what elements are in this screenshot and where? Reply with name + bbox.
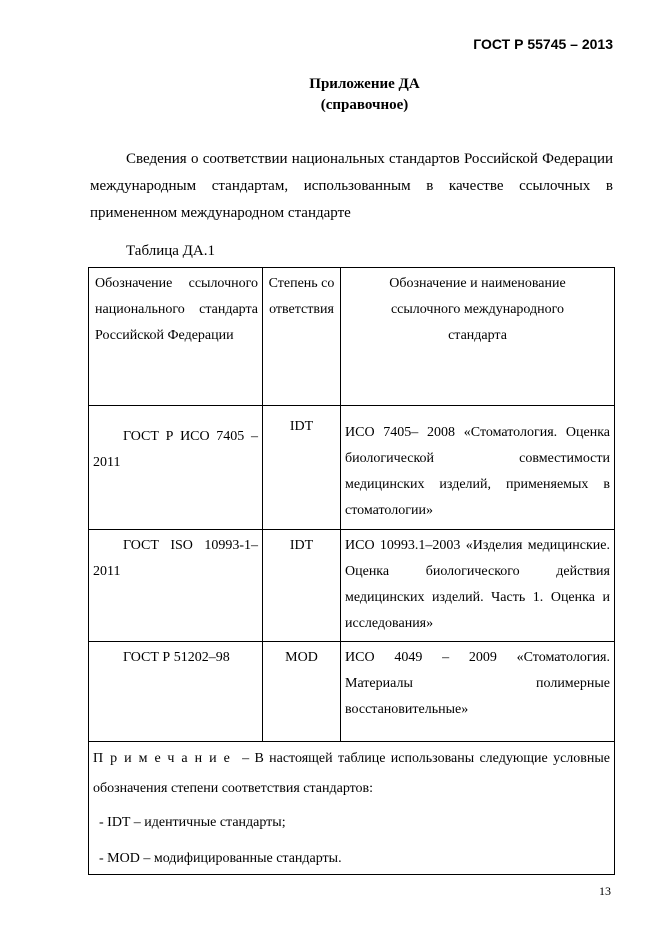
header-national-standard: Обозначение ссылочного национального стандарта Российской Федерации <box>89 268 263 406</box>
header-international-standard: Обозначение и наименование ссылочного международного стандарта <box>341 268 615 406</box>
table-row <box>89 642 615 742</box>
national-standard-cell: ГОСТ Р 51202–98 <box>89 642 263 742</box>
note-item-mod: - MOD – модифицированные стандарты. <box>99 851 342 866</box>
degree-cell: MOD <box>263 642 341 742</box>
correspondence-table <box>88 267 615 875</box>
international-standard-cell: ИСО 10993.1–2003 «Изделия медицинские. Оценка биологического действия медицинских изделий. Часть 1. Оценка и исследования» <box>341 530 615 642</box>
annex-heading <box>0 74 661 116</box>
national-standard-cell: ГОСТ ISO 10993-1–2011 <box>89 530 263 642</box>
table-header-row <box>89 268 615 406</box>
page-number: 13 <box>599 884 611 898</box>
international-standard-cell: ИСО 4049 – 2009 «Стоматология. Материалы полимерные восстановительные» <box>341 642 615 742</box>
table-row <box>89 406 615 530</box>
note-label: Примечание <box>93 751 237 766</box>
document-code: ГОСТ Р 55745 – 2013 <box>473 36 613 52</box>
national-standard-cell: ГОСТ Р ИСО 7405 – 2011 <box>89 406 263 530</box>
annex-subtitle: (справочное) <box>320 97 409 113</box>
intro-paragraph: Сведения о соответствии национальных стандартов Российской Федерации международным стандартам, использованным в качестве ссылочных в примененном международном стандарте <box>90 151 613 221</box>
annex-title: Приложение ДА <box>309 76 420 92</box>
degree-cell: IDT <box>263 406 341 530</box>
note-text: – В настоящей таблице использованы следующие условные обозначения степени соответствия стандартов: <box>93 751 611 796</box>
international-standard-cell: ИСО 7405– 2008 «Стоматология. Оценка биологической совместимости медицинских изделий, применяемых в стоматологии» <box>341 406 615 530</box>
note-item-idt: - IDT – идентичные стандарты; <box>99 815 286 830</box>
table-note <box>89 742 615 875</box>
table-caption: Таблица ДА.1 <box>126 243 215 259</box>
table-note-row <box>89 742 615 875</box>
table-row <box>89 530 615 642</box>
header-degree: Степень соответствия <box>263 268 341 406</box>
degree-cell: IDT <box>263 530 341 642</box>
